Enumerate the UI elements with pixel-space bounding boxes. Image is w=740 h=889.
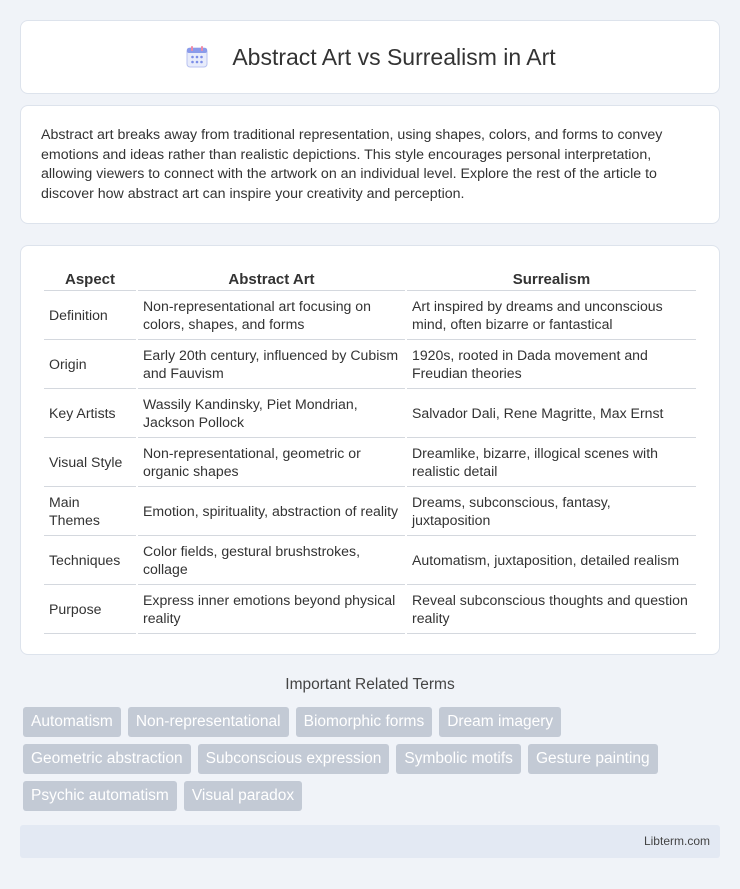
term-tag[interactable]: Symbolic motifs [396,744,521,774]
comparison-table [42,266,698,634]
abstract-art-cell: Early 20th century, influenced by Cubism and Fauvism [138,340,405,389]
abstract-art-cell: Express inner emotions beyond physical reality [138,585,405,634]
table-row [44,536,696,585]
surrealism-cell: 1920s, rooted in Dada movement and Freudian theories [407,340,696,389]
column-header-aspect: Aspect [44,266,136,291]
table-row [44,585,696,634]
aspect-cell: Techniques [44,536,136,585]
table-header-row [44,266,696,291]
comparison-table-card [20,245,720,655]
abstract-art-cell: Wassily Kandinsky, Piet Mondrian, Jackson Pollock [138,389,405,438]
surrealism-cell: Salvador Dali, Rene Magritte, Max Ernst [407,389,696,438]
abstract-art-cell: Non-representational art focusing on colors, shapes, and forms [138,291,405,340]
footer-site-link[interactable]: Libterm.com [643,834,710,848]
term-tag[interactable]: Visual paradox [184,781,302,811]
column-header-abstract-art: Abstract Art [138,266,405,291]
term-tag[interactable]: Automatism [23,707,121,737]
term-tag[interactable]: Psychic automatism [23,781,177,811]
intro-card [20,105,720,224]
intro-paragraph: Abstract art breaks away from traditional representation, using shapes, colors, and forms to convey emotions and ideas rather than realistic depictions. This style encourages personal interpretation, allowing viewers to connect with the artwork on an individual level. Explore the rest of the article to discover how abstract art can inspire your creativity and perception. [41,127,663,202]
term-tag[interactable]: Subconscious expression [198,744,390,774]
table-row [44,438,696,487]
aspect-cell: Visual Style [44,438,136,487]
term-tag[interactable]: Gesture painting [528,744,658,774]
aspect-cell: Origin [44,340,136,389]
footer [20,825,720,858]
term-tag[interactable]: Non-representational [128,707,289,737]
term-tag[interactable]: Geometric abstraction [23,744,191,774]
aspect-cell: Purpose [44,585,136,634]
surrealism-cell: Art inspired by dreams and unconscious mind, often bizarre or fantastical [407,291,696,340]
table-row [44,389,696,438]
surrealism-cell: Automatism, juxtaposition, detailed realism [407,536,696,585]
table-row [44,487,696,536]
surrealism-cell: Dreams, subconscious, fantasy, juxtaposition [407,487,696,536]
table-row [44,291,696,340]
abstract-art-cell: Color fields, gestural brushstrokes, collage [138,536,405,585]
page-title: Abstract Art vs Surrealism in Art [232,43,556,70]
calendar-icon [184,44,210,70]
aspect-cell: Definition [44,291,136,340]
aspect-cell: Key Artists [44,389,136,438]
term-tag[interactable]: Biomorphic forms [296,707,433,737]
table-row [44,340,696,389]
term-tag[interactable]: Dream imagery [439,707,561,737]
abstract-art-cell: Emotion, spirituality, abstraction of reality [138,487,405,536]
aspect-cell: Main Themes [44,487,136,536]
related-terms-list [23,707,723,811]
title-card [20,20,720,94]
related-terms-heading: Important Related Terms [285,676,455,693]
abstract-art-cell: Non-representational, geometric or organic shapes [138,438,405,487]
surrealism-cell: Reveal subconscious thoughts and question reality [407,585,696,634]
column-header-surrealism: Surrealism [407,266,696,291]
surrealism-cell: Dreamlike, bizarre, illogical scenes with realistic detail [407,438,696,487]
